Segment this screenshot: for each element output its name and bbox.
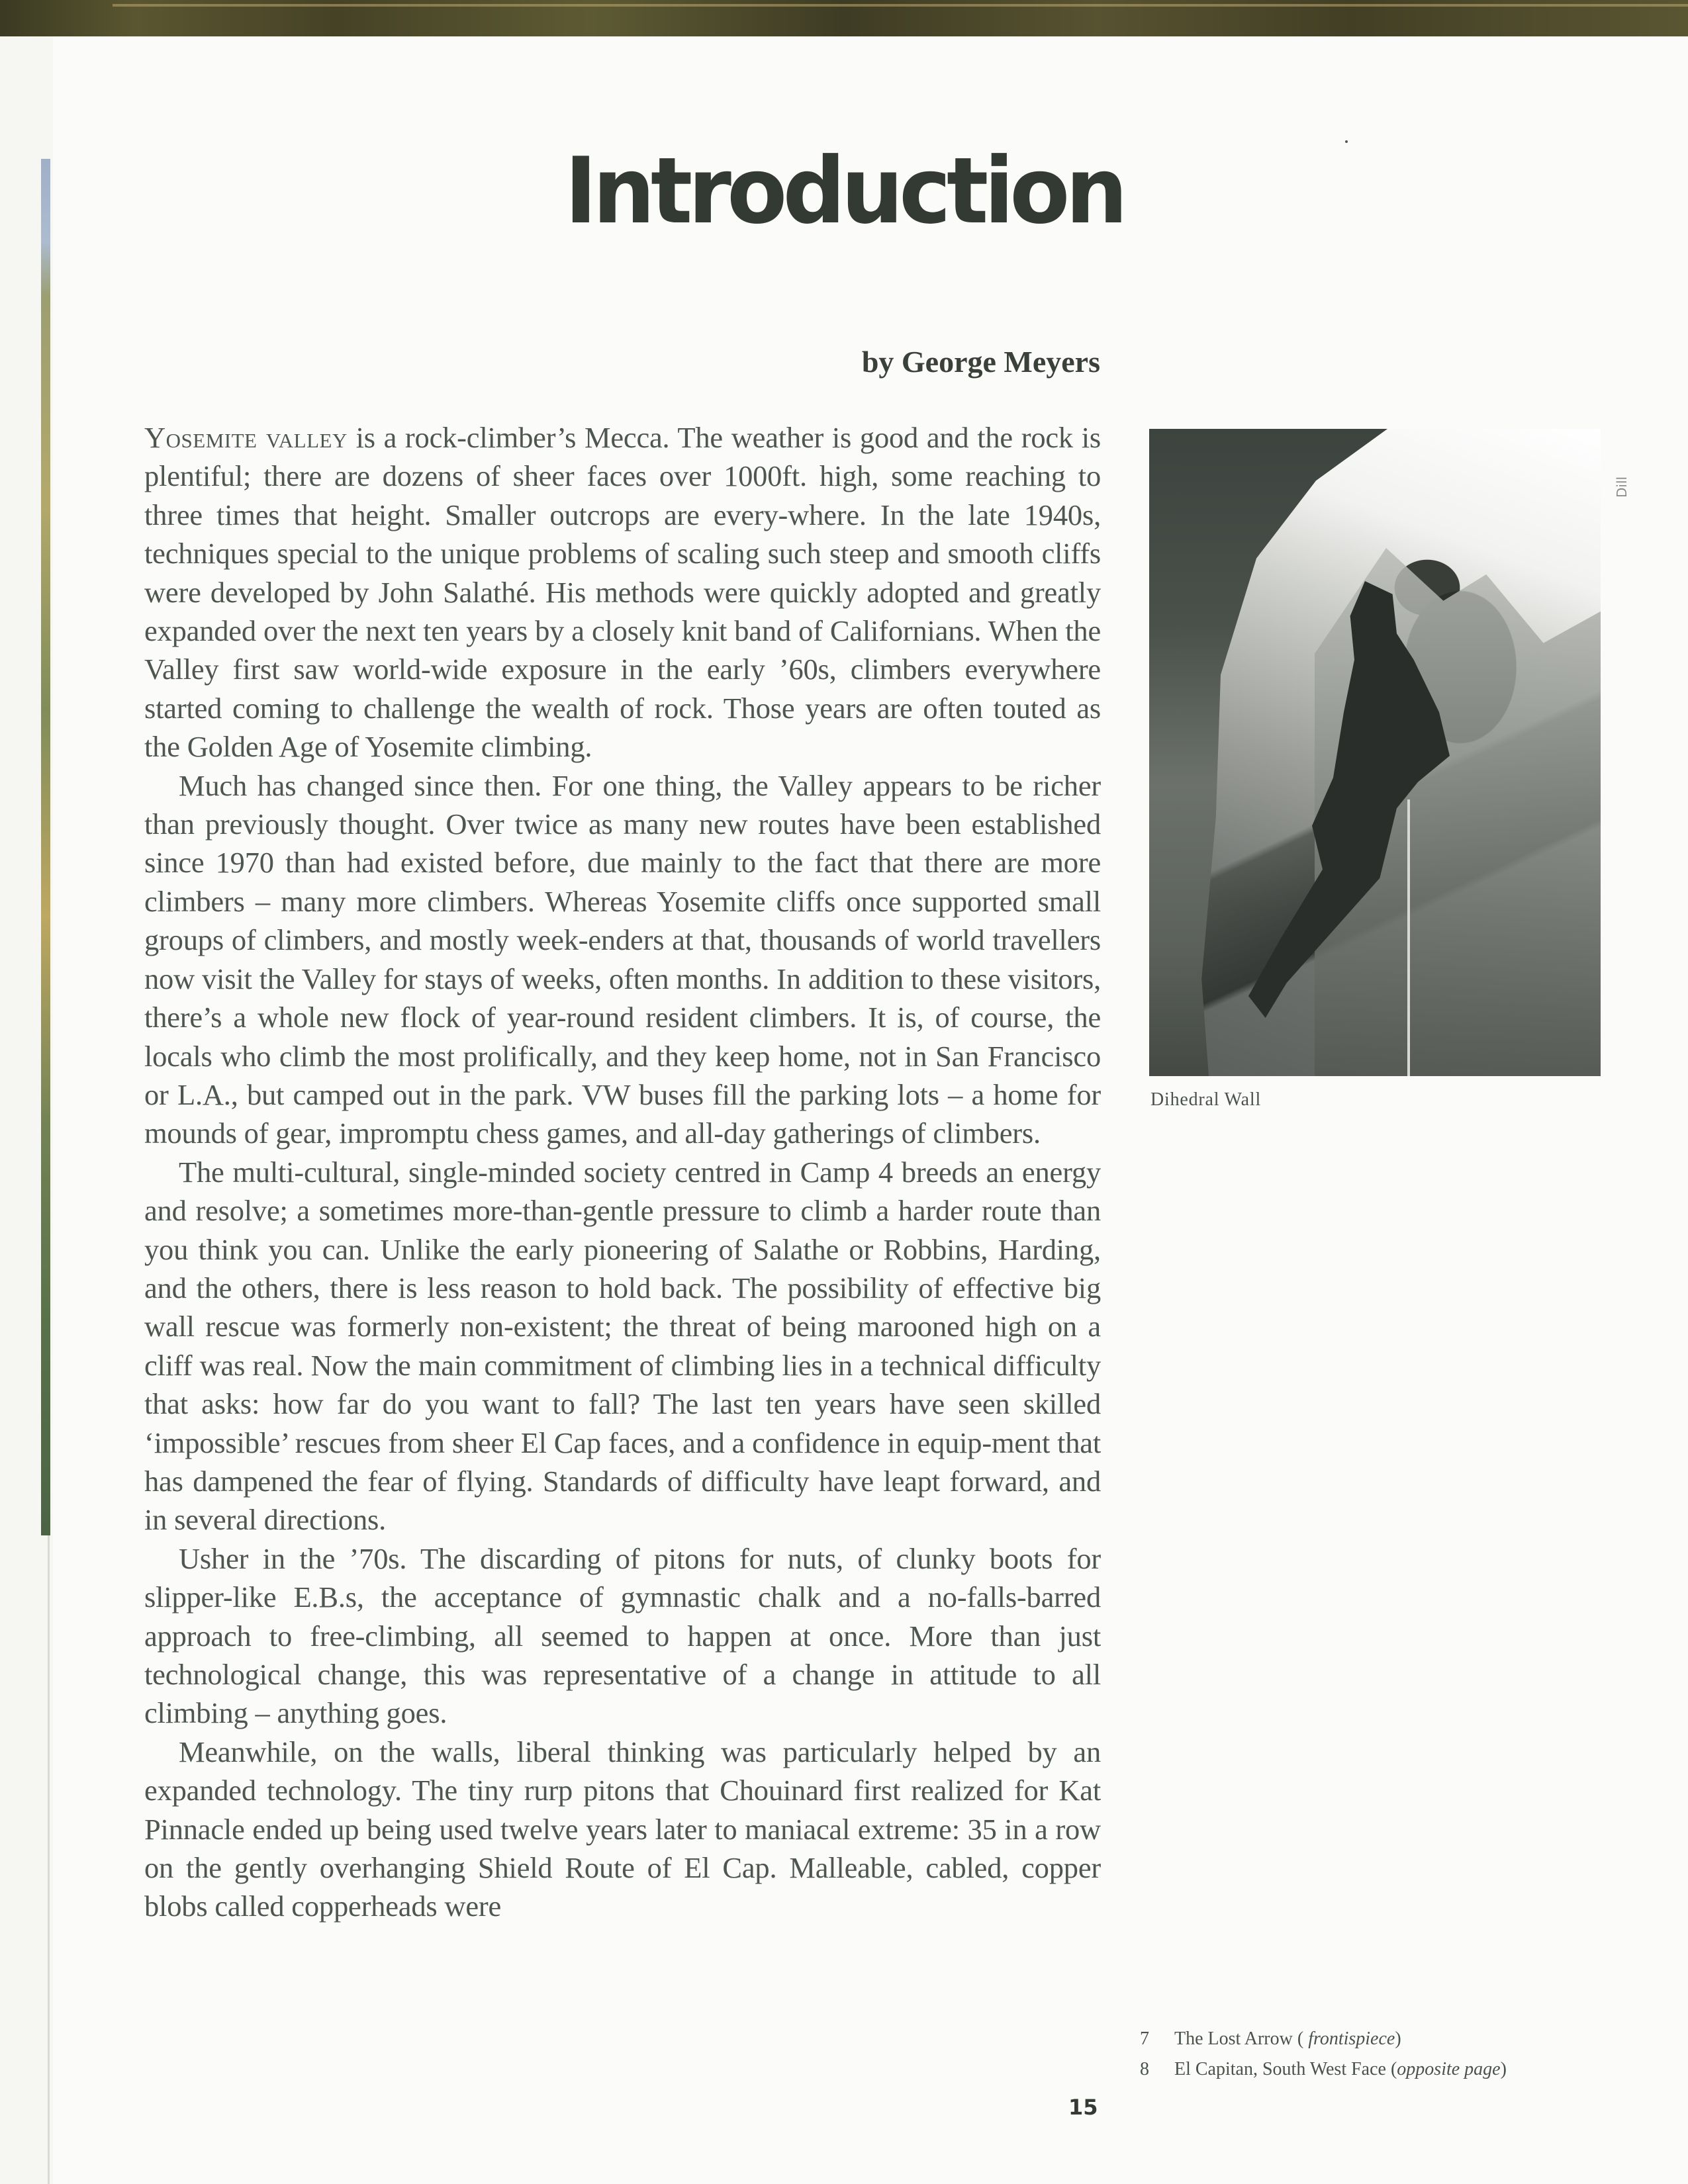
plate-item bbox=[1140, 2024, 1507, 2054]
plate-paren-open: ( bbox=[1390, 2059, 1397, 2079]
plate-note: frontispiece bbox=[1308, 2028, 1395, 2049]
plate-paren-close: ) bbox=[1500, 2059, 1507, 2079]
plate-paren-close: ) bbox=[1395, 2028, 1401, 2049]
paragraph: The multi-cultural, single-minded society centred in Camp 4 breeds an energy and resolve; a sometimes more-than-gentle pressure to climb a harder route than you think you can. Unlike the early pioneering of Salathe or Robbins, Harding, and the others, there is less reason to hold back. The possibility of effective big wall rescue was formerly non-existent; the threat of being marooned high on a cliff was real. Now the main commitment of climbing lies in a technical difficulty that asks: how far do you want to fall? The last ten years have seen skilled ‘impossible’ rescues from sheer El Cap faces, and a confidence in equip-ment that has dampened the fear of flying. Standards of difficulty have leapt forward, and in several directions. bbox=[144, 1155, 1101, 1537]
plate-number: 7 bbox=[1140, 2028, 1149, 2049]
climber-photo bbox=[1149, 429, 1601, 1076]
plate-item bbox=[1140, 2054, 1507, 2085]
plate-title: El Capitan, South West Face bbox=[1174, 2059, 1386, 2079]
paragraph-text: is a rock-climber’s Mecca. The weather is good and the rock is plentiful; there are dozens of sheer faces over 1000ft. high, some reaching to three times that height. Smaller outcrops are every-where. In the late 1940s, techniques special to the unique problems of scaling such steep and smooth cliffs were developed by John Salathé. His methods were quickly adopted and greatly expanded over the next ten years by a closely knit band of Californians. When the Valley first saw world-wide exposure in the early ’60s, climbers everywhere started coming to challenge the wealth of rock. Those years are often touted as the Golden Age of Yosemite climbing. bbox=[144, 421, 1101, 764]
paragraph: Meanwhile, on the walls, liberal thinking was particularly helped by an expanded technology. The tiny rurp pitons that Chouinard first realized for Kat Pinnacle ended up being used twelve years later to maniacal extreme: 35 in a row on the gently overhanging Shield Route of El Cap. Malleable, cabled, copper blobs called copperheads were bbox=[144, 1735, 1101, 1923]
plate-title: The Lost Arrow bbox=[1174, 2028, 1293, 2049]
print-speck bbox=[1345, 140, 1348, 143]
article-body bbox=[144, 418, 1101, 1926]
photo-credit: Dill bbox=[1614, 476, 1630, 498]
plate-number: 8 bbox=[1140, 2059, 1149, 2079]
lead-smallcaps: Yosemite valley bbox=[144, 421, 348, 454]
facing-page-color-strip bbox=[41, 159, 50, 1535]
paragraph: Much has changed since then. For one thing, the Valley appears to be richer than previously thought. Over twice as many new routes have been established since 1970 than had existed before, due mainly to the fact that there are more climbers – many more climbers. Whereas Yosemite cliffs once supported small groups of climbers, and mostly week-enders at that, thousands of world travellers now visit the Valley for stays of weeks, often months. In addition to these visitors, there’s a whole new flock of year-round resident climbers. It is, of course, the locals who climb the most prolifically, and they keep home, not in San Francisco or L.A., but camped out in the park. VW buses fill the parking lots – a home for mounds of gear, impromptu chess games, and all-day gatherings of climbers. bbox=[144, 768, 1101, 1150]
page-number: 15 bbox=[1068, 2095, 1098, 2120]
photo-caption: Dihedral Wall bbox=[1150, 1089, 1262, 1110]
page-title: Introduction bbox=[564, 138, 1124, 244]
previous-page-photo-edge bbox=[0, 0, 1688, 36]
paragraph: Usher in the ’70s. The discarding of pitons for nuts, of clunky boots for slipper-like E.B.s, the acceptance of gymnastic chalk and a no-falls-barred approach to free-climbing, all seemed to happen at once. More than just technological change, this was representative of a change in attitude to all climbing – anything goes. bbox=[144, 1541, 1101, 1730]
plate-paren-open: ( bbox=[1297, 2028, 1304, 2049]
plate-note: opposite page bbox=[1397, 2059, 1501, 2079]
plate-list bbox=[1140, 2024, 1507, 2085]
author-byline: by George Meyers bbox=[861, 345, 1100, 379]
paragraph bbox=[144, 418, 1101, 766]
photo-rope bbox=[1407, 799, 1410, 1076]
spine-fold-line bbox=[48, 1535, 50, 2184]
